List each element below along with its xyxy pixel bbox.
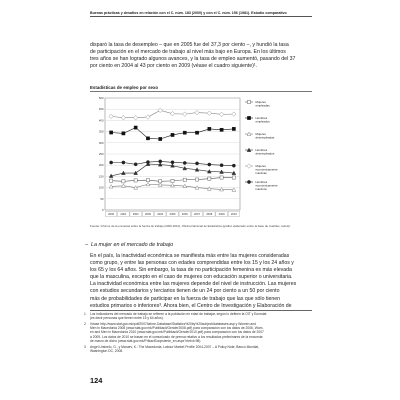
data-point xyxy=(146,179,149,182)
chart-title: Estadísticas de empleo por sexo xyxy=(90,85,159,90)
y-tick-label: 50 xyxy=(100,196,104,201)
data-point xyxy=(232,127,235,130)
text-line: tres años se han logrado algunos avances, y la tasa de empleo aumentó, pasando del 37 xyxy=(90,56,296,63)
footnote xyxy=(84,344,312,354)
text-line: los 65 y los 64 años. Sin embargo, la tasa de no participación femenina es más elevada xyxy=(90,267,292,274)
data-point xyxy=(208,163,211,166)
text-line: de participación en el mercado de trabajo al nivel más bajo en Europa. En los últimos xyxy=(90,49,286,56)
data-point xyxy=(110,161,113,164)
data-point xyxy=(122,161,125,164)
data-point xyxy=(183,178,186,181)
text-line: más de probabilidades de participar en la fuerza de trabajo que las que sólo tienen xyxy=(90,295,281,302)
data-point xyxy=(159,180,162,183)
x-tick-label: 2003 xyxy=(144,213,151,217)
data-point xyxy=(134,163,137,166)
employment-chart xyxy=(90,93,312,223)
data-point xyxy=(110,131,113,134)
x-tick-label: 2004 xyxy=(157,213,164,217)
x-tick-label: 2002 xyxy=(132,213,139,217)
y-tick-label: 450 xyxy=(98,107,104,112)
legend-label: empleadas xyxy=(255,103,270,108)
text-line: como grupo, y entre las personas con edades comprendidas entre los 15 y los 24 años y xyxy=(90,260,294,267)
legend-marker xyxy=(247,116,250,119)
legend-marker xyxy=(247,180,250,183)
data-point xyxy=(183,161,186,164)
footnote-line: Washington DC, 2008. xyxy=(90,348,124,353)
footnote-number: 1 xyxy=(84,312,86,316)
legend-label: Mujeres xyxy=(255,164,266,168)
text-line: que la masculina, excepto en el caso de mujeres con educación superior o universitaria. xyxy=(90,274,293,281)
legend-label: inactivas xyxy=(255,170,267,175)
running-header: Buenas prácticas y desafíos en relación con el C. núm. 183 (2000) y con el C. núm. 156 (1981). Estudio comparativo xyxy=(90,11,312,17)
y-tick-label: 0 xyxy=(101,208,104,212)
data-point xyxy=(220,128,223,131)
chart-source-note: Fuente: Informe de la encuesta sobre la fuerza de trabajo (2000-2010), Oficina Nacional de Estadística (gráfico elaborado sobre la base de cuartiles, todos)². xyxy=(90,224,292,228)
y-tick-label: 400 xyxy=(98,118,104,123)
data-point xyxy=(159,160,162,163)
data-point xyxy=(208,127,211,130)
data-point xyxy=(232,164,235,167)
x-tick-label: 2001 xyxy=(120,213,127,217)
text-line: estudios primarios o inferiores³. Ahora bien, el Centro de Investigación y Elaboración de xyxy=(90,302,292,309)
y-tick-label: 300 xyxy=(98,140,104,145)
x-tick-label: 2008 xyxy=(206,213,213,217)
data-point xyxy=(134,179,137,182)
data-point xyxy=(232,176,235,179)
footnote-number: 3 xyxy=(84,344,86,349)
legend-label: económicamente xyxy=(255,183,278,188)
legend-marker xyxy=(247,164,251,168)
text-line: La inactividad económica entre las mujeres depende del nivel de instrucción. Las mujeres xyxy=(90,281,297,288)
section-heading-text: La mujer en el mercado de trabajo xyxy=(91,242,174,248)
data-point xyxy=(195,131,198,134)
data-point xyxy=(146,160,149,163)
legend-label: Mujeres xyxy=(255,100,266,104)
data-point xyxy=(171,179,174,182)
footnote-line: Los indicadores del mercado de trabajo se refieren a la población en edad de trabajar, según lo definen la OIT y Eurostat xyxy=(90,312,267,316)
page-number: 124 xyxy=(90,376,103,385)
footnote xyxy=(84,321,312,344)
text-line: con estudios secundarios y terciarios tienen de un 24 por ciento a un 50 por ciento xyxy=(90,288,280,295)
intro-paragraph xyxy=(90,42,312,70)
legend-marker xyxy=(247,100,250,103)
footnote-line: en and Men in Macedonia 2010 (www.stat.gov.mk/Publikacii/Gender2010.pdf) para comparación con los datos de 2007 xyxy=(90,330,264,335)
data-point xyxy=(183,131,186,134)
data-point xyxy=(171,133,174,136)
text-line: por ciento en 2004 al 43 por ciento en 2009 (véase el cuadro siguiente)¹. xyxy=(90,63,257,70)
data-point xyxy=(146,137,149,140)
legend-label: desempleados xyxy=(255,151,275,156)
legend-label: Mujeres xyxy=(255,132,266,136)
y-tick-label: 150 xyxy=(98,174,104,179)
y-tick-label: 200 xyxy=(98,163,104,168)
text-line: En el país, la inactividad económica se manifiesta más entre las mujeres consideradas xyxy=(90,253,290,259)
footnote-line: Angel Ursinelo, G., y Maruev, K.: The Macedonia, Labour Market Profile 2004-2007 – A Policy Note, Banco Mundial, xyxy=(90,344,260,349)
y-tick-label: 500 xyxy=(98,96,104,100)
data-point xyxy=(195,162,198,165)
data-point xyxy=(110,179,113,182)
x-tick-label: 2007 xyxy=(194,213,201,217)
data-point xyxy=(159,137,162,140)
footnote-number: 2 xyxy=(84,321,86,326)
data-point xyxy=(220,176,223,179)
text-line: disparó la tasa de desempleo – que en 2005 fue del 37,3 por ciento –, y hundió la tasa xyxy=(90,42,289,48)
footnote-line: a 2009. Los datos de 2010 se basan en el comunicado de prensa relativo a los resultados preliminares de la encuesta xyxy=(90,334,263,339)
footnotes xyxy=(84,310,312,355)
legend-label: Hombres xyxy=(255,180,268,184)
legend-label: Hombres xyxy=(255,116,268,120)
data-point xyxy=(122,180,125,183)
data-point xyxy=(195,178,198,181)
section-heading: – La mujer en el mercado de trabajo xyxy=(85,242,174,248)
body-paragraph xyxy=(90,253,312,310)
x-tick-label: 2010 xyxy=(230,213,237,217)
legend-label: desempleadas xyxy=(255,135,275,140)
y-tick-label: 250 xyxy=(98,152,104,156)
legend-label: inactivos xyxy=(255,186,267,191)
legend-label: Hombres xyxy=(255,148,268,152)
legend-label: empleados xyxy=(255,119,270,124)
y-tick-label: 350 xyxy=(98,129,104,134)
legend-label: económicamente xyxy=(255,167,278,172)
data-point xyxy=(171,161,174,164)
chart-divider xyxy=(90,91,312,92)
x-tick-label: 2000 xyxy=(108,213,115,217)
data-point xyxy=(134,126,137,129)
footnote-line: (es decir personas que tienen entre 15 y 64 años). xyxy=(90,316,164,321)
footnote-line: Men in Macedonia 2008 (www.stat.gov.mk/Publikacii/Gender2008.pdf) para comparación con los datos de 2006, Wom- xyxy=(90,326,264,331)
data-point xyxy=(122,132,125,135)
x-tick-label: 2005 xyxy=(169,213,176,217)
y-tick-label: 100 xyxy=(98,185,104,190)
footnote-line: de marzo de dicho (www.stat.gov.mk/PrikaziSoopstenie_en.aspx?rbrtxt=98). xyxy=(90,339,202,344)
x-tick-label: 2009 xyxy=(218,213,225,217)
x-tick-label: 2006 xyxy=(181,213,188,217)
footnote xyxy=(84,312,312,321)
data-point xyxy=(208,177,211,180)
data-point xyxy=(220,164,223,167)
footnote-line: Véase http://www.stat.gov.mk/pdf/2007/lafore-Database/Statistics%20by%20subject/databases.asp y Women and xyxy=(90,321,256,326)
